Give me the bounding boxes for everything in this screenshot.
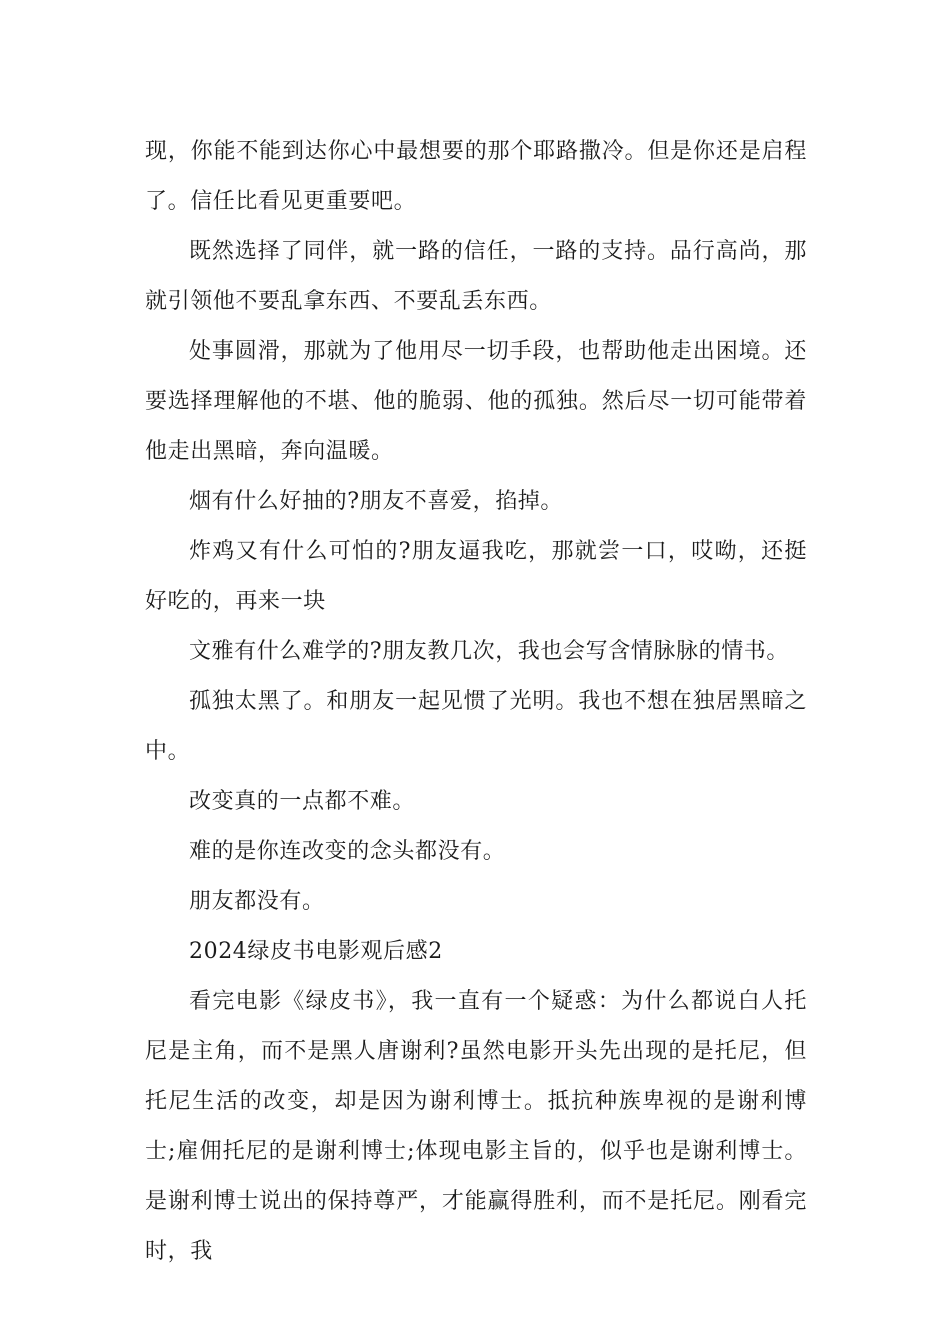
- paragraph: 看完电影《绿皮书》，我一直有一个疑惑：为什么都说白人托尼是主角，而不是黑人唐谢利?虽然电影开头先出现的是托尼，但托尼生活的改变，却是因为谢利博士。抵抗种族卑视的是谢利博士;雇佣托尼的是谢利博士;体现电影主旨的，似乎也是谢利博士。是谢利博士说出的保持尊严，才能赢得胜利，而不是托尼。刚看完时，我: [145, 989, 807, 1264]
- paragraph: 改变真的一点都不难。: [189, 789, 416, 814]
- document-body: [145, 127, 807, 1277]
- paragraph: 难的是你连改变的念头都没有。: [189, 839, 506, 864]
- paragraph: 文雅有什么难学的?朋友教几次，我也会写含情脉脉的情书。: [189, 639, 789, 664]
- paragraph: 既然选择了同伴，就一路的信任，一路的支持。品行高尚，那就引领他不要乱拿东西、不要乱丢东西。: [145, 239, 807, 314]
- paragraph: 现，你能不能到达你心中最想要的那个耶路撒冷。但是你还是启程了。信任比看见更重要吧。: [145, 139, 807, 214]
- paragraph: 朋友都没有。: [189, 889, 325, 914]
- section-heading: 2024绿皮书电影观后感2: [189, 939, 443, 964]
- paragraph: 孤独太黑了。和朋友一起见惯了光明。我也不想在独居黑暗之中。: [145, 689, 807, 764]
- paragraph: 烟有什么好抽的?朋友不喜爱，掐掉。: [189, 489, 563, 514]
- paragraph: 处事圆滑，那就为了他用尽一切手段，也帮助他走出困境。还要选择理解他的不堪、他的脆弱、他的孤独。然后尽一切可能带着他走出黑暗，奔向温暖。: [145, 339, 807, 464]
- paragraph: 炸鸡又有什么可怕的?朋友逼我吃，那就尝一口，哎呦，还挺好吃的，再来一块: [145, 539, 807, 614]
